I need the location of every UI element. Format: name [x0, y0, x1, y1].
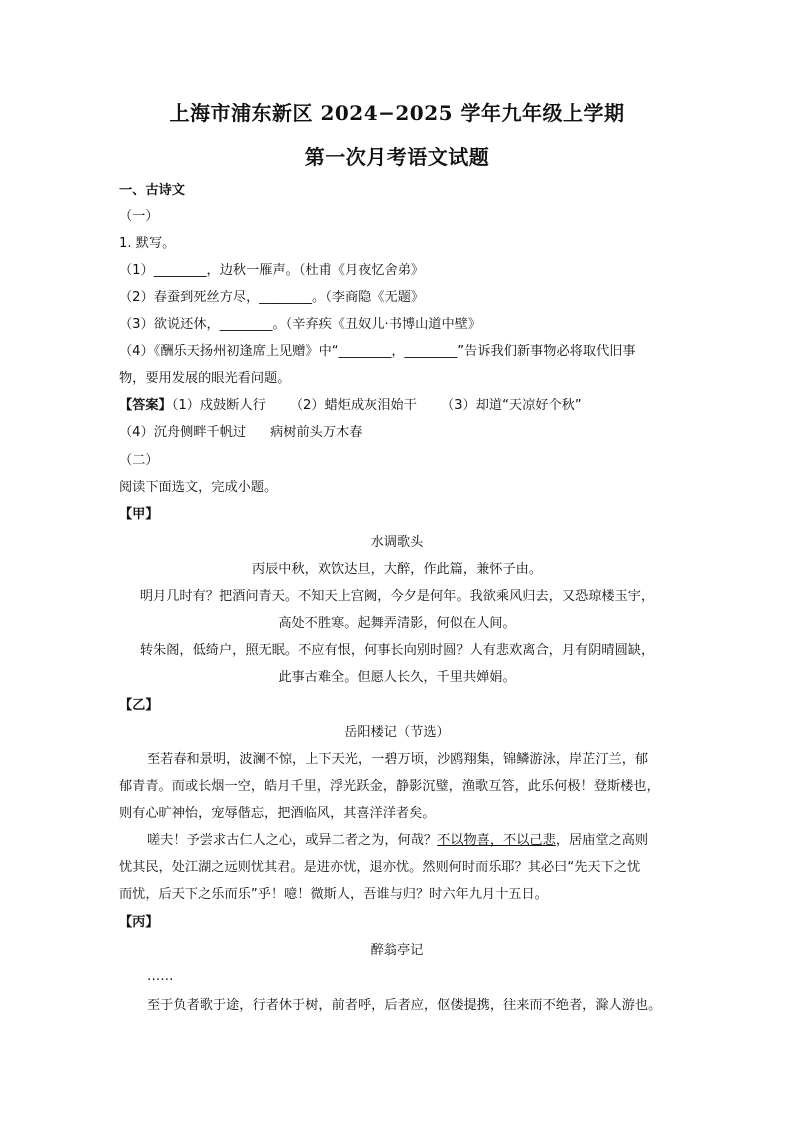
passage-yi-p2-line-1 — [147, 831, 648, 851]
question-1-item-2: （2）春蚕到死丝方尽，________。（李商隐《无题》 — [119, 290, 425, 305]
passage-jia-tag: 【甲】 — [119, 507, 159, 522]
passage-bing-tag: 【丙】 — [119, 915, 159, 930]
passage-jia-line-4: 此事古难全。但愿人长久，千里共婵娟。 — [278, 670, 516, 685]
answer-4b: 病树前头万木春 — [270, 425, 363, 440]
answer-line-2 — [119, 423, 362, 443]
passage-jia-line-3: 转朱阁，低绮户，照无眠。不应有恨，何事长向别时圆？人有悲欢离合，月有阴晴圆缺， — [139, 643, 655, 658]
section-heading-classical: 一、古诗文 — [119, 183, 185, 198]
answer-tag: 【答案】 — [119, 398, 172, 413]
passage-jia-title: 水调歌头 — [370, 535, 424, 550]
answer-3: （3）却道“天凉好个秋” — [440, 398, 582, 413]
passage-bing-ellipsis: …… — [147, 969, 174, 984]
question-1-item-3: （3）欲说还休，________。（辛弃疾《丑奴儿·书博山道中壁》 — [119, 317, 482, 332]
passage-yi-p2-line-1-end: ，居庙堂之高则 — [555, 833, 649, 848]
passage-yi-p1-line-2: 郁青青。而或长烟一空，皓月千里，浮光跃金，静影沉璧，渔歌互答，此乐何极！登斯楼也， — [119, 779, 660, 794]
passage-yi-p2-line-2: 忧其民，处江湖之远则忧其君。是进亦忧，退亦忧。然则何时而乐耶？其必曰“先天下之忧 — [119, 860, 641, 875]
passage-yi-title: 岳阳楼记（节选） — [344, 725, 450, 740]
question-1-item-1: （1）________，边秋一雁声。（杜甫《月夜忆舍弟》 — [119, 263, 425, 278]
answer-1: （1）戍鼓断人行 — [171, 398, 266, 413]
question-1-item-4-line1: （4）《酬乐天扬州初逢席上见赠》中“________，________”告诉我们新事物必将取代旧事 — [119, 344, 636, 359]
passage-yi-p2-line-1-start: 嗟夫！予尝求古仁人之心，或异二者之为，何哉？ — [147, 833, 438, 848]
passage-jia-preface: 丙辰中秋，欢饮达旦，大醉，作此篇，兼怀子由。 — [251, 562, 543, 577]
question-1-item-4-line2: 物，要用发展的眼光看问题。 — [119, 371, 291, 386]
page-title-line1: 上海市浦东新区 2024−2025 学年九年级上学期 — [169, 101, 625, 125]
subsection-1: （一） — [119, 209, 159, 224]
passage-jia-line-1: 明月几时有？把酒问青天。不知天上宫阙，今夕是何年。我欲乘风归去，又恐琼楼玉宇， — [139, 589, 655, 604]
answer-line-1 — [119, 396, 582, 416]
answer-4: （4）沉舟侧畔千帆过 — [119, 425, 247, 440]
passage-bing-title: 醉翁亭记 — [370, 943, 424, 958]
underlined-phrase: 不以物喜，不以己悲 — [437, 833, 556, 848]
page-title-line2: 第一次月考语文试题 — [304, 145, 490, 169]
passage-bing-line-1: 至于负者歌于途，行者休于树，前者呼，后者应，伛偻提携，往来而不绝者，滁人游也。 — [147, 998, 662, 1013]
reading-instruction: 阅读下面选文，完成小题。 — [119, 480, 278, 495]
passage-yi-tag: 【乙】 — [119, 698, 159, 713]
passage-yi-p1-line-1: 至若春和景明，波澜不惊，上下天光，一碧万顷，沙鸥翔集，锦鳞游泳，岸芷汀兰，郁 — [147, 752, 649, 767]
passage-jia-line-2: 高处不胜寒。起舞弄清影，何似在人间。 — [278, 616, 516, 631]
passage-yi-p2-line-3: 而忧，后天下之乐而乐”乎！噫！微斯人，吾谁与归？时六年九月十五日。 — [119, 887, 548, 902]
question-1-stem: 1. 默写。 — [119, 236, 176, 251]
subsection-2: （二） — [119, 453, 159, 468]
passage-yi-p1-line-3: 则有心旷神怡，宠辱偕忘，把酒临风，其喜洋洋者矣。 — [119, 806, 436, 821]
answer-2: （2）蜡炬成灰泪始干 — [289, 398, 417, 413]
